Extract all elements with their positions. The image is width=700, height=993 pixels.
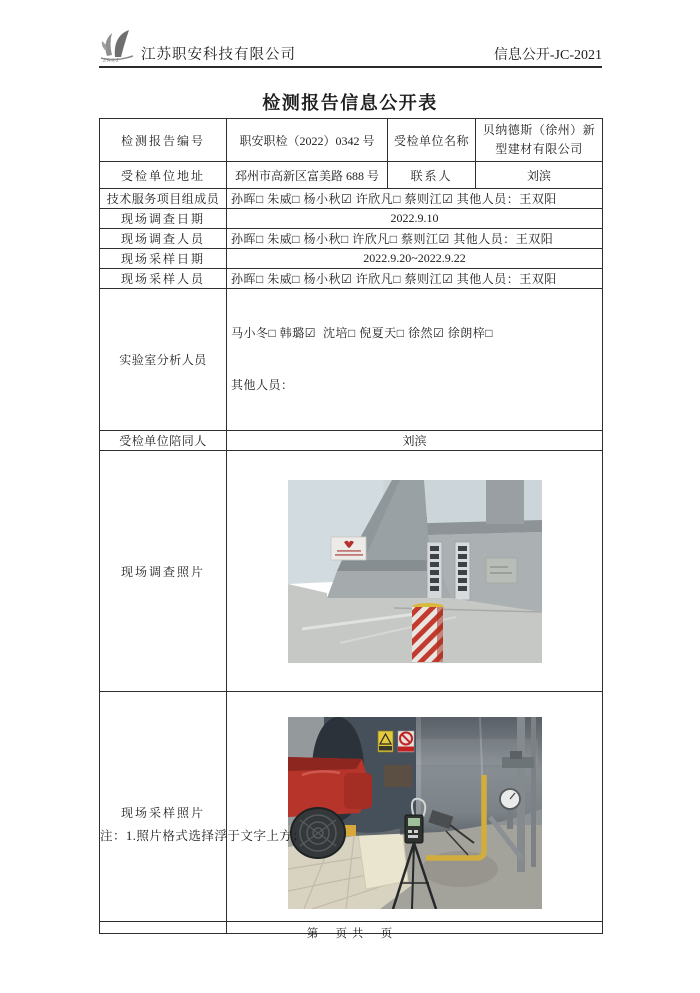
table-row [100,249,603,269]
page-header [99,28,602,66]
table-row [100,189,603,209]
sampling-date-label: 现场采样日期 [100,249,227,269]
boiler-base-panel [358,827,408,889]
contact-label: 联系人 [388,162,476,189]
table-row [100,289,603,431]
company-gate-sign [331,537,366,560]
report-no-value: 职安职检（2022）0342 号 [227,119,388,162]
team-label: 技术服务项目组成员 [100,189,227,209]
table-row [100,431,603,451]
survey-date-label: 现场调查日期 [100,209,227,229]
stone-plaque [486,558,517,583]
document-code: 信息公开-JC-2021 [493,48,602,63]
survey-photo-cell [227,451,603,692]
lab-staff-label: 实验室分析人员 [100,289,227,431]
table-row [100,209,603,229]
warning-bollard [412,603,444,662]
escort-value: 刘滨 [227,431,603,451]
sampling-staff-checkboxes: 孙晖□ 朱威□ 杨小秋☑ 许欣凡□ 蔡则江☑ 其他人员：王双阳 [227,269,603,289]
table-row [100,692,603,934]
table-row [100,162,603,189]
team-members-checkboxes: 孙晖□ 朱威□ 杨小秋☑ 许欣凡□ 蔡则江☑ 其他人员：王双阳 [227,189,603,209]
lab-staff-checkboxes [227,289,603,431]
table-row [100,119,603,162]
table-row [100,269,603,289]
escort-label: 受检单位陪同人 [100,431,227,451]
logo-caption: ZAKJ [103,58,120,64]
address-value: 邳州市高新区富美路 688 号 [227,162,388,189]
table-row [100,451,603,692]
lab-staff-line1: 马小冬□ 韩璐☑ 沈培□ 倪夏天□ 徐然☑ 徐朗梓□ [231,325,494,340]
sampling-photo-label: 现场采样照片 [100,692,227,934]
company-name: 江苏职安科技有限公司 [141,47,296,63]
footnote: 注：1.照片格式选择浮于文字上方； [100,829,306,843]
site-sampling-photo [288,717,542,909]
footer-rule [99,921,602,922]
sampling-date-value: 2022.9.20~2022.9.22 [227,249,603,269]
page-title: 检测报告信息公开表 [262,93,438,113]
unit-name-label: 受检单位名称 [388,119,476,162]
lab-staff-line2: 其他人员： [231,377,294,392]
address-label: 受检单位地址 [100,162,227,189]
site-survey-photo [288,480,542,663]
report-no-label: 检测报告编号 [100,119,227,162]
unit-name-value: 贝纳德斯（徐州）新型建材有限公司 [476,119,603,162]
survey-staff-checkboxes: 孙晖□ 朱威□ 杨小秋□ 许欣凡□ 蔡则江☑ 其他人员：王双阳 [227,229,603,249]
survey-photo-label: 现场调查照片 [100,451,227,692]
sampling-photo-cell [227,692,603,934]
page-number: 第 页 共 页 [306,928,394,940]
sampling-staff-label: 现场采样人员 [100,269,227,289]
survey-date-value: 2022.9.10 [227,209,603,229]
contact-value: 刘滨 [476,162,603,189]
survey-staff-label: 现场调查人员 [100,229,227,249]
header-rule [99,66,602,68]
disclosure-form-table [99,118,603,934]
table-row [100,229,603,249]
